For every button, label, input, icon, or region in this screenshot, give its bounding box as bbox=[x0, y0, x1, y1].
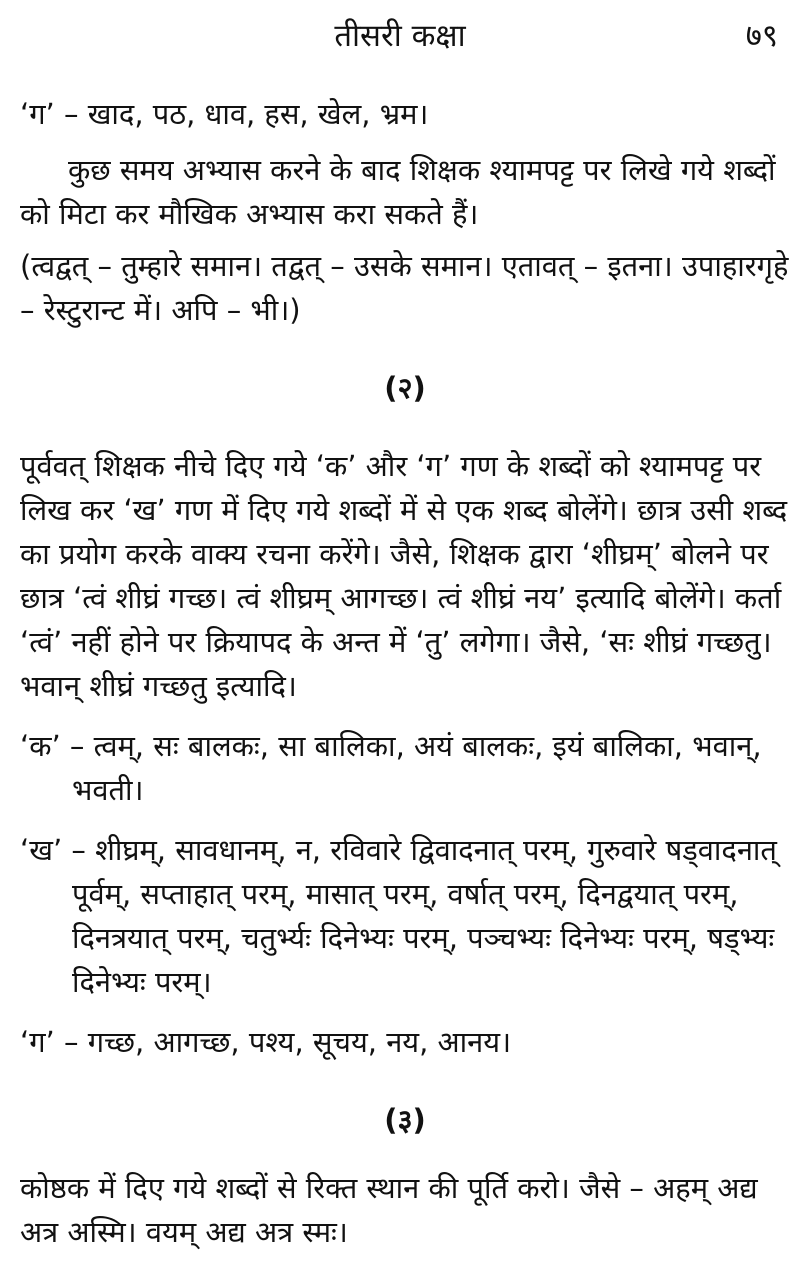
ga-word-list-2: ‘ग’ – गच्छ, आगच्छ, पश्य, सूचय, नय, आनय। bbox=[20, 1025, 512, 1059]
section-2-instructions: पूर्ववत् शिक्षक नीचे दिए गये ‘क’ और ‘ग’ गण के शब्दों को श्यामपट्ट पर लिख कर ‘ख’ गण में दिए गये शब्दों में से एक शब्द बोलेंगे। छात्र उसी शब्द का प्रयोग करके वाक्य रचना करेंगे। जैसे, शिक्षक द्वारा ‘शीघ्रम्’ बोलने पर छात्र ‘त्वं शीघ्रं गच्छ। त्वं शीघ्रम् आगच्छ। त्वं शीघ्रं नय’ इत्यादि बोलेंगे। कर्ता ‘त्वं’ नहीं होने पर क्रियापद के अन्त में ‘तु’ लगेगा। जैसे, ‘सः शीघ्रं गच्छतु। भवान् शीघ्रं गच्छतु इत्यादि। bbox=[20, 449, 788, 703]
kha-word-list: ‘ख’ – शीघ्रम्, सावधानम्, न, रविवारे द्विवादनात् परम्, गुरुवारे षड्वादनात् पूर्वम्, सप्ताहात् परम्, मासात् परम्, वर्षात् परम्, दिनद्वयात् परम्, दिनत्रयात् परम्, चतुर्भ्यः दिनेभ्यः परम्, पञ्चभ्यः दिनेभ्यः परम्, षड्भ्यः दिनेभ्यः परम्। bbox=[20, 833, 777, 999]
ga-word-list-1: ‘ग’ – खाद, पठ, धाव, हस, खेल, भ्रम। bbox=[20, 97, 429, 131]
page-number: ७९ bbox=[745, 18, 778, 54]
practice-paragraph: कुछ समय अभ्यास करने के बाद शिक्षक श्यामपट्ट पर लिखे गये शब्दों को मिटा कर मौखिक अभ्यास करा सकते हैं। bbox=[20, 153, 776, 231]
section-3-heading: (३) bbox=[384, 1103, 426, 1137]
section-3-instructions: कोष्ठक में दिए गये शब्दों से रिक्त स्थान की पूर्ति करो। जैसे – अहम् अद्य अत्र अस्मि। वयम् अद्य अत्र स्मः। bbox=[20, 1171, 758, 1249]
page-body bbox=[20, 92, 790, 1254]
running-title: तीसरी कक्षा bbox=[334, 18, 466, 54]
section-2-heading: (२) bbox=[384, 371, 426, 405]
ka-word-list: ‘क’ – त्वम्, सः बालकः, सा बालिका, अयं बालकः, इयं बालिका, भवान्, भवती। bbox=[20, 729, 762, 807]
page-header bbox=[0, 14, 800, 58]
glossary-note: (त्वद्वत् – तुम्हारे समान। तद्वत् – उसके समान। एतावत् – इतना। उपाहारगृहे – रेस्टुरान्ट में। अपि – भी।) bbox=[20, 249, 789, 327]
